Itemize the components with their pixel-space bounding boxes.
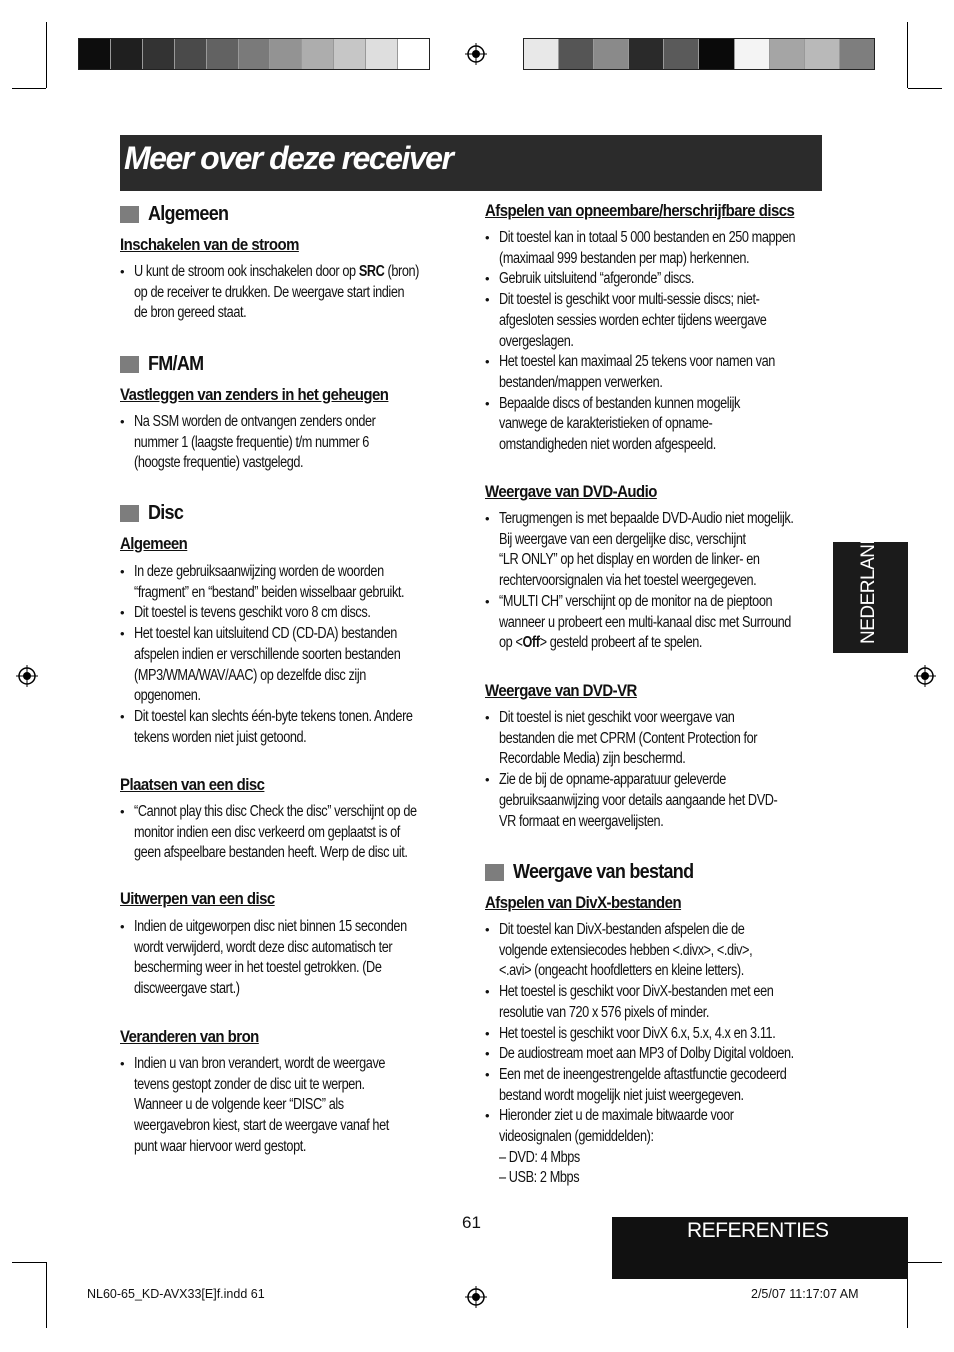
bullet-list	[120, 262, 465, 324]
list-item: • Zie de bij de opname-apparatuur geleverde gebruiksaanwijzing voor details aangaande het DVD- VR formaat en weergavelijsten.	[485, 770, 830, 832]
subheading: Weergave van DVD-Audio	[485, 482, 657, 501]
list-item: • De audiostream moet aan MP3 of Dolby Digital voldoen.	[485, 1044, 830, 1065]
crop-mark	[46, 22, 47, 88]
list-item: • Na SSM worden de ontvangen zenders onder nummer 1 (laagste frequentie) t/m nummer 6 (hoogste frequentie) vastgelegd.	[120, 412, 465, 474]
list-item: • In deze gebruiksaanwijzing worden de woorden “fragment” en “bestand” beiden wisselbaar gebruikt.	[120, 562, 465, 603]
list-item: • Hieronder ziet u de maximale bitwaarde voor videosignalen (gemiddelden):	[485, 1106, 830, 1147]
list-item: • Het toestel kan maximaal 25 tekens voor namen van bestanden/mappen verwerken.	[485, 352, 830, 393]
crop-mark	[907, 22, 908, 88]
crop-mark	[908, 88, 942, 89]
list-item: • Dit toestel is geschikt voor multi-sessie discs; niet- afgesloten sessies worden echter tijdens weergave overgeslagen.	[485, 290, 830, 352]
section-heading-algemeen: Algemeen	[120, 203, 237, 226]
list-item: • Dit toestel kan slechts één-byte tekens tonen. Andere tekens worden niet juist getoond.	[120, 707, 465, 748]
list-item: • “MULTI CH” verschijnt op de monitor na de pieptoon wanneer u probeert een multi-kanaal disc met Surround op <Off> gesteld probeert af te spelen.	[485, 592, 830, 654]
subheading: Algemeen	[120, 534, 188, 553]
page-number: 61	[462, 1213, 481, 1232]
section-tab-label: REFERENTIES	[687, 1219, 829, 1242]
list-item: • Gebruik uitsluitend “afgeronde” discs.	[485, 269, 830, 290]
language-tab-label: NEDERLANDS	[858, 519, 879, 644]
bullet-list	[485, 920, 830, 1189]
section-square-icon	[120, 206, 139, 223]
list-item: • Indien u van bron verandert, wordt de weergave tevens gestopt zonder de disc uit te werpen. Wanneer u de volgende keer “DISC” als weergavebron kiest, start de weergave vanaf het punt waar hiervoor werd gestopt.	[120, 1054, 465, 1158]
list-item: • Dit toestel kan DivX-bestanden afspelen die de volgende extensiecodes hebben <.divx>, <.div>, <.avi> (ongeacht hoofdletters en kleine letters).	[485, 920, 830, 982]
section-square-icon	[120, 356, 139, 373]
bullet-list	[485, 708, 830, 832]
bullet-list	[120, 802, 465, 864]
bullet-list	[485, 228, 830, 456]
list-item: • U kunt de stroom ook inschakelen door op SRC (bron) op de receiver te drukken. De weergave start indien de bron gereed staat.	[120, 262, 465, 324]
color-bar-right	[523, 38, 875, 70]
section-heading-disc: Disc	[120, 502, 187, 525]
subheading: Afspelen van opneembare/herschrijfbare discs	[485, 201, 795, 220]
subheading: Uitwerpen van een disc	[120, 889, 275, 908]
dash-item: – USB: 2 Mbps	[499, 1169, 580, 1187]
registration-mark-icon	[914, 665, 936, 687]
crop-mark	[908, 1262, 942, 1263]
list-item: • Terugmengen is met bepaalde DVD-Audio niet mogelijk. Bij weergave van een dergelijke disc, verschijnt “LR ONLY” op het display en worden de linker- en rechtervoorsignalen via het toestel weergegeven.	[485, 509, 830, 592]
dash-item: – DVD: 4 Mbps	[499, 1148, 580, 1166]
section-heading-weergave-bestand: Weergave van bestand	[485, 861, 713, 884]
page-title: Meer over deze receiver	[124, 140, 453, 176]
subheading: Plaatsen van een disc	[120, 775, 265, 794]
list-item: • Dit toestel is niet geschikt voor weergave van bestanden die met CPRM (Content Protection for Recordable Media) zijn beschermd.	[485, 708, 830, 770]
registration-mark-icon	[465, 1286, 487, 1308]
registration-mark-icon	[16, 665, 38, 687]
list-item: • “Cannot play this disc Check the disc” verschijnt op de monitor indien een disc verkeerd om geplaatst is of geen afspeelbare bestanden heeft. Werp de disc uit.	[120, 802, 465, 864]
list-item: • Dit toestel kan in totaal 5 000 bestanden en 250 mappen (maximaal 999 bestanden per map) herkennen.	[485, 228, 830, 269]
list-item: • Indien de uitgeworpen disc niet binnen 15 seconden wordt verwijderd, wordt deze disc automatisch ter bescherming weer in het toestel getrokken. (De discweergave start.)	[120, 917, 465, 1000]
subheading: Inschakelen van de stroom	[120, 235, 299, 254]
section-heading-fmam: FM/AM	[120, 353, 210, 376]
bullet-list	[120, 917, 465, 1000]
section-square-icon	[485, 864, 504, 881]
crop-mark	[46, 1262, 47, 1328]
subheading: Weergave van DVD-VR	[485, 681, 637, 700]
bullet-list	[120, 562, 465, 748]
subheading: Vastleggen van zenders in het geheugen	[120, 385, 389, 404]
subheading: Veranderen van bron	[120, 1027, 259, 1046]
section-square-icon	[120, 505, 139, 522]
subheading: Afspelen van DivX-bestanden	[485, 893, 682, 912]
color-bar-left	[78, 38, 430, 70]
crop-mark	[12, 88, 46, 89]
bullet-list	[485, 509, 830, 654]
footer-date: 2/5/07 11:17:07 AM	[751, 1287, 859, 1301]
list-item: • Dit toestel is tevens geschikt voro 8 cm discs.	[120, 603, 465, 624]
bullet-list	[120, 1054, 465, 1158]
bullet-list	[120, 412, 465, 474]
list-item: • Het toestel is geschikt voor DivX 6.x, 5.x, 4.x en 3.11.	[485, 1024, 830, 1045]
footer-file: NL60-65_KD-AVX33[E]f.indd 61	[87, 1287, 265, 1301]
registration-mark-icon	[465, 43, 487, 65]
crop-mark	[12, 1262, 46, 1263]
list-item: • Het toestel is geschikt voor DivX-bestanden met een resolutie van 720 x 576 pixels of minder.	[485, 982, 830, 1023]
list-item: • Bepaalde discs of bestanden kunnen mogelijk vanwege de karakteristieken of opname- omstandigheden niet worden afgespeeld.	[485, 394, 830, 456]
list-item: • Een met de ineengestrengelde aftastfunctie gecodeerd bestand wordt mogelijk niet juist weergegeven.	[485, 1065, 830, 1106]
list-item: • Het toestel kan uitsluitend CD (CD-DA) bestanden afspelen indien er verschillende soorten bestanden (MP3/WMA/WAV/AAC) op dezelfde disc zijn opgenomen.	[120, 624, 465, 707]
